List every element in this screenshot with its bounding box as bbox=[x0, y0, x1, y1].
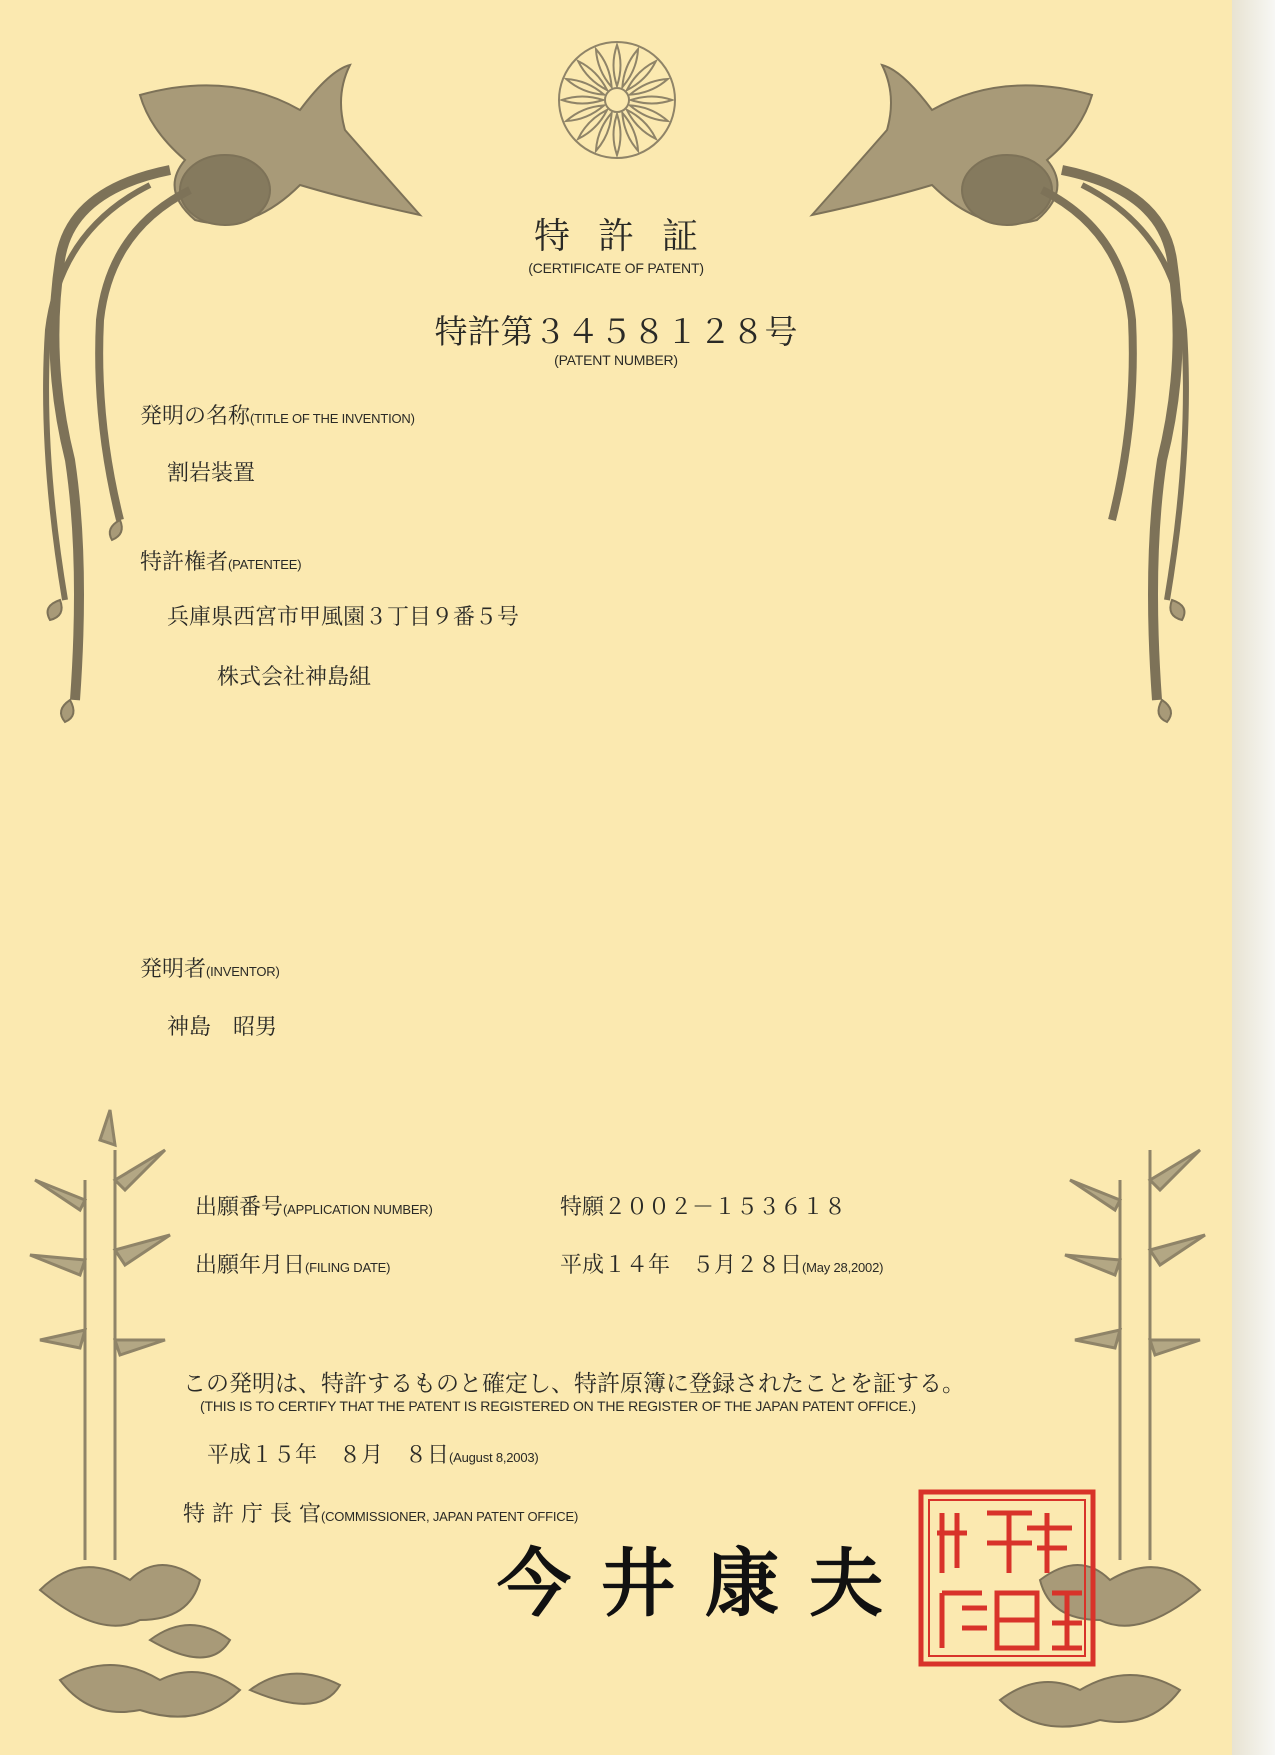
filing-date-value bbox=[560, 1248, 883, 1279]
certification-date bbox=[207, 1438, 539, 1469]
invention-title-label-en: (TITLE OF THE INVENTION) bbox=[250, 411, 415, 426]
patentee-label-en: (PATENTEE) bbox=[228, 557, 302, 572]
inventor-label-en: (INVENTOR) bbox=[206, 964, 280, 979]
patent-number: 特許第３４５８１２８号 bbox=[434, 312, 798, 351]
inventor-label bbox=[140, 952, 280, 983]
commissioner-label-en: (COMMISSIONER, JAPAN PATENT OFFICE) bbox=[320, 1509, 579, 1524]
page-edge bbox=[1232, 0, 1275, 1755]
bottom-left-flowers bbox=[40, 1565, 340, 1717]
certification-date-jp: 平成１５年 ８月 ８日 bbox=[207, 1443, 450, 1468]
left-bamboo bbox=[30, 1110, 170, 1560]
application-number-label bbox=[195, 1190, 433, 1221]
official-seal bbox=[917, 1488, 1097, 1668]
inventor-name: 神島 昭男 bbox=[167, 1015, 278, 1040]
certificate-title: 特許証 bbox=[533, 216, 726, 257]
commissioner-label bbox=[183, 1497, 578, 1528]
application-number-label-jp: 出願番号 bbox=[195, 1195, 284, 1220]
patentee-name: 株式会社神島組 bbox=[217, 665, 372, 690]
commissioner-signature: 今井康夫 bbox=[497, 1541, 913, 1627]
filing-date-label-en: (FILING DATE) bbox=[305, 1260, 391, 1275]
application-number-label-en: (APPLICATION NUMBER) bbox=[283, 1202, 433, 1217]
filing-date-label bbox=[195, 1248, 390, 1279]
commissioner-label-jp: 特 許 庁 長 官 bbox=[183, 1502, 321, 1527]
right-phoenix bbox=[812, 65, 1186, 722]
invention-title-value: 割岩装置 bbox=[167, 461, 256, 486]
patentee-address: 兵庫県西宮市甲風園３丁目９番５号 bbox=[167, 605, 520, 630]
certificate-title-en: (CERTIFICATE OF PATENT) bbox=[528, 260, 704, 276]
patentee-label bbox=[140, 545, 301, 576]
filing-date-value-jp: 平成１４年 ５月２８日 bbox=[560, 1253, 803, 1278]
application-number-value: 特願２００２－１５３６１８ bbox=[560, 1195, 847, 1220]
filing-date-label-jp: 出願年月日 bbox=[195, 1253, 306, 1278]
certification-statement-en: (THIS IS TO CERTIFY THAT THE PATENT IS REGISTERED ON THE REGISTER OF THE JAPAN PATENT OFFICE.) bbox=[200, 1398, 916, 1414]
certification-statement: この発明は、特許するものと確定し、特許原簿に登録されたことを証する。 bbox=[183, 1371, 965, 1397]
inventor-label-jp: 発明者 bbox=[140, 957, 207, 982]
chrysanthemum-crest bbox=[559, 42, 675, 158]
patent-number-label-en: (PATENT NUMBER) bbox=[554, 352, 678, 368]
invention-title-label bbox=[140, 399, 415, 430]
filing-date-value-en: (May 28,2002) bbox=[802, 1260, 884, 1275]
patentee-label-jp: 特許権者 bbox=[140, 550, 229, 575]
certification-date-en: (August 8,2003) bbox=[449, 1450, 539, 1465]
invention-title-label-jp: 発明の名称 bbox=[140, 404, 251, 429]
